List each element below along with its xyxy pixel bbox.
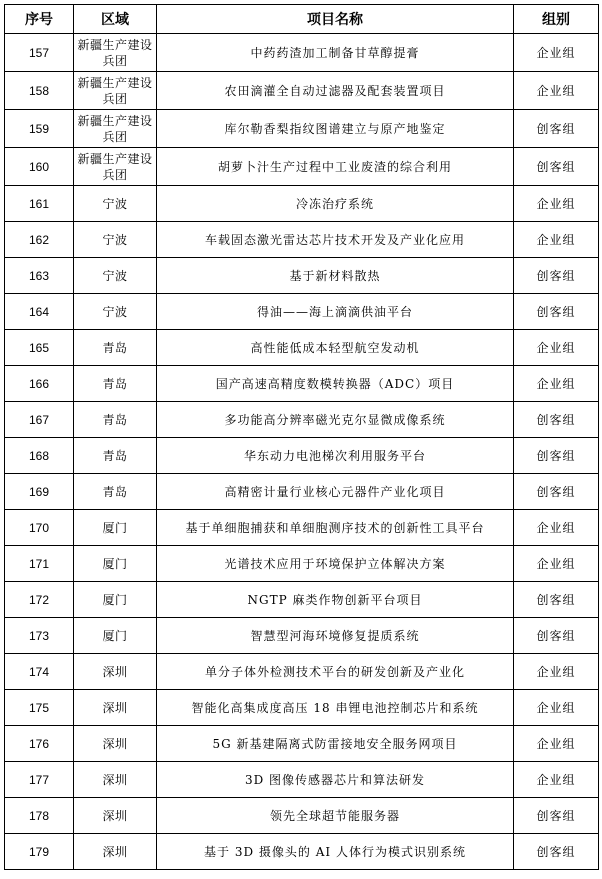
row-region: 厦门 — [74, 618, 157, 654]
row-group: 创客组 — [514, 438, 599, 474]
row-number: 166 — [5, 366, 74, 402]
row-project-name: 多功能高分辨率磁光克尔显微成像系统 — [157, 402, 514, 438]
row-project-name: 基于单细胞捕获和单细胞测序技术的创新性工具平台 — [157, 510, 514, 546]
row-number: 167 — [5, 402, 74, 438]
table-row — [5, 34, 599, 72]
row-region: 新疆生产建设兵团 — [74, 110, 157, 148]
row-number: 171 — [5, 546, 74, 582]
row-region: 深圳 — [74, 798, 157, 834]
table-row — [5, 110, 599, 148]
row-number: 173 — [5, 618, 74, 654]
row-region: 青岛 — [74, 330, 157, 366]
table-row — [5, 582, 599, 618]
project-table-container — [4, 4, 598, 870]
row-number: 179 — [5, 834, 74, 870]
row-group: 创客组 — [514, 582, 599, 618]
row-group: 创客组 — [514, 402, 599, 438]
row-region: 宁波 — [74, 258, 157, 294]
row-group: 企业组 — [514, 546, 599, 582]
row-group: 创客组 — [514, 798, 599, 834]
row-region: 深圳 — [74, 654, 157, 690]
row-region: 新疆生产建设兵团 — [74, 148, 157, 186]
row-project-name: 智慧型河海环境修复提质系统 — [157, 618, 514, 654]
row-region: 青岛 — [74, 402, 157, 438]
project-table — [4, 4, 599, 870]
row-project-name: 高性能低成本轻型航空发动机 — [157, 330, 514, 366]
row-group: 创客组 — [514, 110, 599, 148]
table-row — [5, 366, 599, 402]
row-project-name: 高精密计量行业核心元器件产业化项目 — [157, 474, 514, 510]
row-project-name: NGTP 麻类作物创新平台项目 — [157, 582, 514, 618]
row-group: 企业组 — [514, 222, 599, 258]
row-region: 深圳 — [74, 834, 157, 870]
row-region: 宁波 — [74, 186, 157, 222]
row-number: 164 — [5, 294, 74, 330]
table-row — [5, 654, 599, 690]
row-number: 160 — [5, 148, 74, 186]
table-row — [5, 72, 599, 110]
row-project-name: 农田滴灌全自动过滤器及配套装置项目 — [157, 72, 514, 110]
row-region: 宁波 — [74, 222, 157, 258]
row-project-name: 智能化高集成度高压 18 串锂电池控制芯片和系统 — [157, 690, 514, 726]
table-body — [5, 34, 599, 870]
row-group: 创客组 — [514, 148, 599, 186]
row-region: 青岛 — [74, 366, 157, 402]
table-row — [5, 294, 599, 330]
row-project-name: 得油——海上滴滴供油平台 — [157, 294, 514, 330]
row-project-name: 单分子体外检测技术平台的研发创新及产业化 — [157, 654, 514, 690]
row-project-name: 华东动力电池梯次利用服务平台 — [157, 438, 514, 474]
row-number: 170 — [5, 510, 74, 546]
header-project: 项目名称 — [157, 5, 514, 34]
table-row — [5, 726, 599, 762]
row-number: 174 — [5, 654, 74, 690]
row-region: 新疆生产建设兵团 — [74, 34, 157, 72]
row-group: 企业组 — [514, 330, 599, 366]
row-number: 157 — [5, 34, 74, 72]
row-region: 宁波 — [74, 294, 157, 330]
row-number: 177 — [5, 762, 74, 798]
table-row — [5, 186, 599, 222]
row-project-name: 领先全球超节能服务器 — [157, 798, 514, 834]
row-group: 企业组 — [514, 186, 599, 222]
table-row — [5, 618, 599, 654]
header-region: 区域 — [74, 5, 157, 34]
table-row — [5, 474, 599, 510]
table-row — [5, 798, 599, 834]
row-number: 158 — [5, 72, 74, 110]
row-project-name: 车载固态激光雷达芯片技术开发及产业化应用 — [157, 222, 514, 258]
row-number: 172 — [5, 582, 74, 618]
row-group: 企业组 — [514, 72, 599, 110]
row-project-name: 光谱技术应用于环境保护立体解决方案 — [157, 546, 514, 582]
table-header-row — [5, 5, 599, 34]
table-row — [5, 330, 599, 366]
row-number: 175 — [5, 690, 74, 726]
table-row — [5, 148, 599, 186]
row-group: 企业组 — [514, 34, 599, 72]
table-row — [5, 222, 599, 258]
row-project-name: 5G 新基建隔离式防雷接地安全服务网项目 — [157, 726, 514, 762]
table-row — [5, 546, 599, 582]
row-project-name: 基于 3D 摄像头的 AI 人体行为模式识别系统 — [157, 834, 514, 870]
row-project-name: 3D 图像传感器芯片和算法研发 — [157, 762, 514, 798]
row-region: 深圳 — [74, 762, 157, 798]
row-region: 深圳 — [74, 690, 157, 726]
row-region: 青岛 — [74, 474, 157, 510]
header-group: 组别 — [514, 5, 599, 34]
row-project-name: 中药药渣加工制备甘草醇提膏 — [157, 34, 514, 72]
row-group: 创客组 — [514, 258, 599, 294]
row-region: 厦门 — [74, 546, 157, 582]
row-group: 企业组 — [514, 726, 599, 762]
header-number: 序号 — [5, 5, 74, 34]
row-group: 创客组 — [514, 294, 599, 330]
row-number: 168 — [5, 438, 74, 474]
row-group: 企业组 — [514, 654, 599, 690]
row-group: 创客组 — [514, 474, 599, 510]
row-number: 161 — [5, 186, 74, 222]
row-project-name: 胡萝卜汁生产过程中工业废渣的综合利用 — [157, 148, 514, 186]
row-project-name: 基于新材料散热 — [157, 258, 514, 294]
row-project-name: 国产高速高精度数模转换器（ADC）项目 — [157, 366, 514, 402]
table-row — [5, 762, 599, 798]
row-group: 企业组 — [514, 762, 599, 798]
row-project-name: 冷冻治疗系统 — [157, 186, 514, 222]
table-row — [5, 834, 599, 870]
row-number: 162 — [5, 222, 74, 258]
row-number: 163 — [5, 258, 74, 294]
row-number: 159 — [5, 110, 74, 148]
row-region: 新疆生产建设兵团 — [74, 72, 157, 110]
row-number: 176 — [5, 726, 74, 762]
table-row — [5, 258, 599, 294]
table-row — [5, 402, 599, 438]
row-group: 企业组 — [514, 690, 599, 726]
row-number: 169 — [5, 474, 74, 510]
row-number: 178 — [5, 798, 74, 834]
row-group: 创客组 — [514, 834, 599, 870]
table-row — [5, 438, 599, 474]
row-group: 企业组 — [514, 366, 599, 402]
table-row — [5, 690, 599, 726]
row-region: 青岛 — [74, 438, 157, 474]
row-region: 深圳 — [74, 726, 157, 762]
row-group: 创客组 — [514, 618, 599, 654]
row-region: 厦门 — [74, 510, 157, 546]
row-number: 165 — [5, 330, 74, 366]
table-row — [5, 510, 599, 546]
row-group: 企业组 — [514, 510, 599, 546]
row-region: 厦门 — [74, 582, 157, 618]
row-project-name: 库尔勒香梨指纹图谱建立与原产地鉴定 — [157, 110, 514, 148]
